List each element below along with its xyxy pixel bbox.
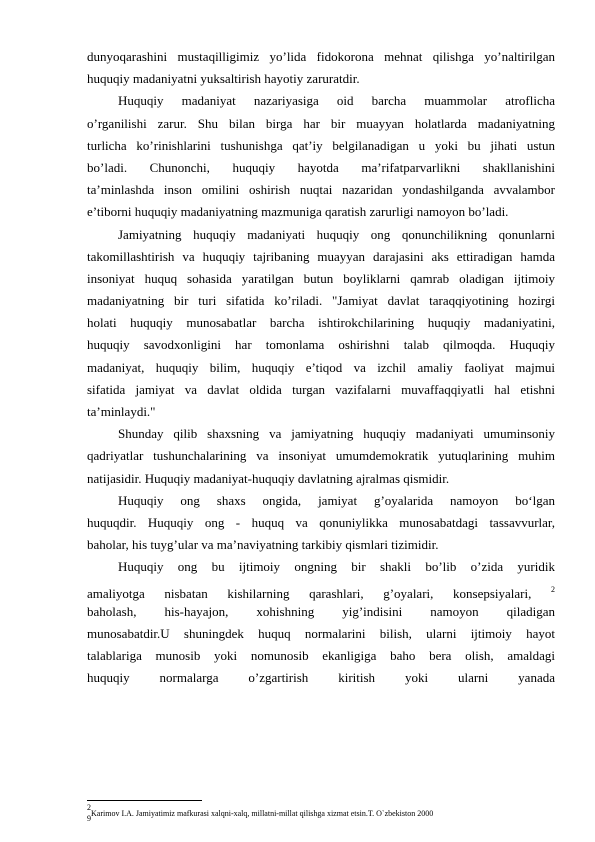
body-line [87,645,555,667]
body-line [87,556,555,578]
body-line [87,601,555,623]
body-line [87,201,555,223]
body-line-text: huquqdir. Huquqiy ong - huquq va qonuniylikka munosabatdagi tassavvurlar, [87,514,555,530]
body-line-text: natijasidir. Huquqiy madaniyat-huquqiy davlatning ajralmas qismidir. [87,470,450,486]
body-line [87,534,555,556]
body-line [87,579,555,601]
body-line-text: munosabatdir.U shuningdek huquq normalarini bilish, ularni ijtimoiy hayot [87,625,555,641]
body-line-text: baholash, his-hayajon, xohishning yig’indisini namoyon qiladigan [87,603,555,619]
body-line-text: huquqiy savodxonligini har tomonlama oshirishni talab qilmoqda. Huquqiy [87,337,555,353]
body-line [87,246,555,268]
body-line-text: qadriyatlar tushunchalarining va insoniyat umumdemokratik yutuqlarining muhim [87,448,555,464]
body-line-text: amaliyotga nisbatan kishilarning qarashlari, g’oyalari, konsepsiyalari, [87,585,532,601]
body-line [87,357,555,379]
body-line [87,512,555,534]
body-line [87,334,555,356]
body-line-text: sifatida jamiyat va davlat oldida turgan vazifalarni muvaffaqqiyatli hal etishni [87,381,555,397]
body-line [87,667,555,689]
page-number: 9 [87,814,91,823]
body-line [87,401,555,423]
body-line-text: baholar, his tuyg’ular va ma’naviyatning tarkibiy qismlari tizimidir. [87,537,439,553]
body-text [87,46,555,689]
body-line [87,468,555,490]
body-line-text: o’rganilishi zarur. Shu bilan birga har bir muayyan holatlarda madaniyatning [87,115,555,131]
body-line-text: holati huquqiy munosabatlar barcha ishtirokchilarining huquqiy madaniyatini, [87,315,555,331]
body-line [87,623,555,645]
body-line [87,157,555,179]
body-line-text: madaniyatning bir turi sifatida ko’riladi. "Jamiyat davlat taraqqiyotining hozirgi [87,293,555,309]
body-line-text: Huquqiy madaniyat nazariyasiga oid barcha muammolar atroflicha [118,93,555,109]
body-line-text: Huquqiy ong shaxs ongida, jamiyat g’oyalarida namoyon bo‘lgan [118,492,555,508]
body-line [87,445,555,467]
body-line [87,423,555,445]
body-line [87,490,555,512]
body-line [87,268,555,290]
body-line-text: takomillashtirish va huquqiy tajribaning muayyan darajasini aks ettiradigan hamda [87,248,555,264]
body-line-text: dunyoqarashini mustaqilligimiz yo’lida fidokorona mehnat qilishga yo’naltirilgan [87,49,555,64]
body-line [87,90,555,112]
body-line-text: talablariga munosib yoki nomunosib ekanligiga baho bera olish, amaldagi [87,648,555,664]
body-line [87,224,555,246]
footnote [87,803,433,819]
body-line [87,113,555,135]
footnote-marker: 2 [87,803,91,812]
body-line-text: Shunday qilib shaxsning va jamiyatning huquqiy madaniyati umuminsoniy [118,426,555,442]
body-line-text: huquqiy madaniyatni yuksaltirish hayotiy zaruratdir. [87,71,360,87]
body-line [87,68,555,90]
body-line [87,135,555,157]
body-line-text: madaniyat, huquqiy bilim, huquqiy e’tiqod va izchil amaliy faoliyat majmui [87,359,555,375]
body-line-text: Jamiyatning huquqiy madaniyati huquqiy ong qonunchilikning qonunlarni [118,226,555,242]
footnote-reference: 2 [551,584,556,594]
footnote-rule [87,800,202,801]
body-line-text: ta’minlashda inson omilini oshirish nuqtai nazaridan yondashilganda avvalambor [87,182,555,198]
body-line [87,46,555,68]
body-line-text: Huquqiy ong bu ijtimoiy ongning bir shakli bo’lib o’zida yuridik [118,559,555,575]
body-line-text: bo’ladi. Chunonchi, huquqiy hayotda ma’rifatparvarlikni shakllanishini [87,159,555,175]
body-line-text: turlicha ko’rinishlarini tushunishga qat’iy belgilanadigan u yoki bu jihati ustun [87,137,555,153]
body-line-text: ta’minlaydi." [87,404,156,419]
body-line-text: insoniyat huquq sohasida yaratilgan butun boyliklarni qamrab oladigan ijtimoiy [87,270,555,286]
body-line [87,312,555,334]
footnote-text: Karimov I.A. Jamiyatimiz mafkurasi xalqni-xalq, millatni-millat qilishga xizmat etsin.T. O`zbekiston 2000 [91,809,434,818]
body-line-text: huquqiy normalarga o’zgartirish kiritish yoki ularni yanada [87,670,555,686]
body-line [87,379,555,401]
body-line [87,290,555,312]
body-line [87,179,555,201]
body-line-text: e’tiborni huquqiy madaniyatning mazmuniga qaratish zarurligi namoyon bo’ladi. [87,204,509,220]
